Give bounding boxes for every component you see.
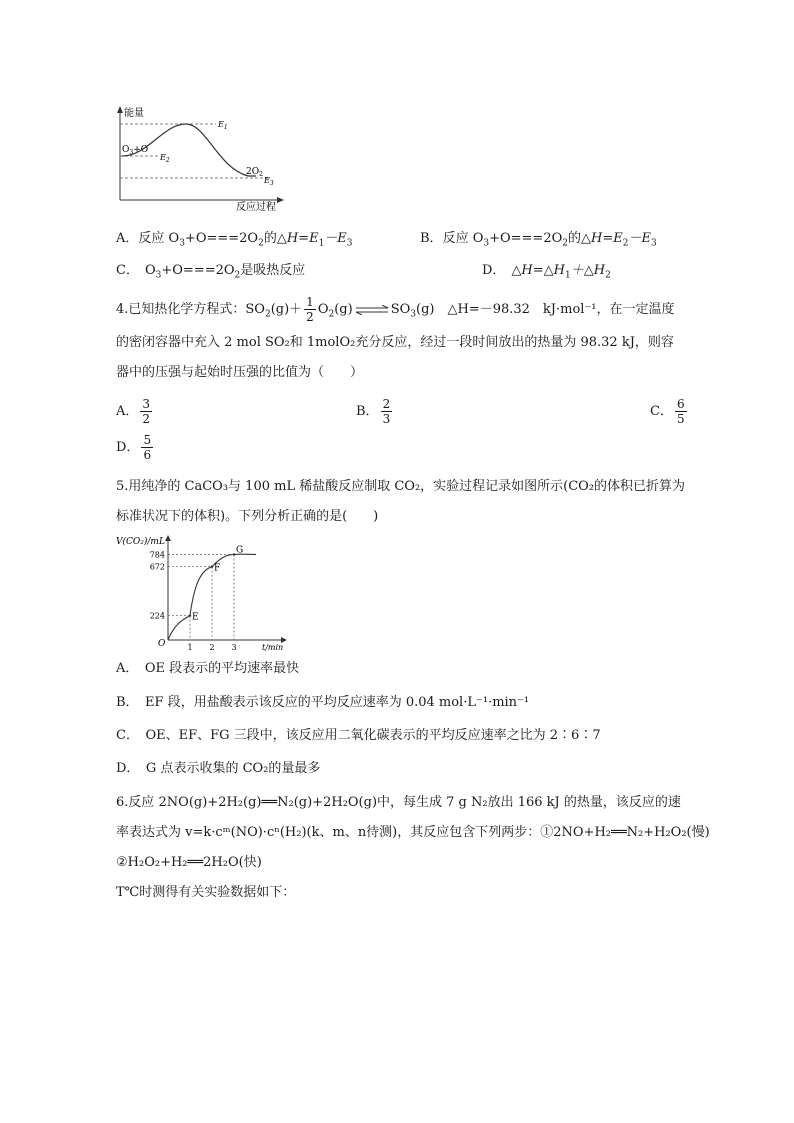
chart-ylabel: V(CO₂)/mL: [116, 537, 165, 547]
q5-option-d: D． G 点表示收集的 CO₂的量最多: [116, 761, 321, 776]
chart-point: [189, 614, 191, 616]
q3-option-c: C． $O_3+O===2O_2$是吸热反应: [116, 263, 306, 281]
chart-y-tick-label: 224: [149, 611, 165, 621]
equilibrium-arrow: [355, 305, 389, 315]
energy-x-arrow: [277, 197, 284, 203]
e1-label: $E_1$: [218, 120, 228, 131]
chart-x-tick-label: 2: [209, 643, 215, 652]
q3-c-text: O: [144, 263, 156, 278]
q4-line1-b: (g)＋: [270, 302, 303, 317]
q3-d-letter: D．: [482, 263, 506, 278]
q4-line1-e: SO: [390, 302, 411, 317]
chart-xlabel: t/min: [262, 643, 284, 652]
chart-y-tick-label: 784: [149, 550, 165, 560]
q5-option-b: B． EF 段，用盐酸表示该反应的平均反应速率为 0.04 mol·L⁻¹·min⁻¹: [116, 695, 530, 710]
energy-ylabel: 能量: [124, 108, 144, 119]
co2-volume-chart: [112, 534, 288, 652]
q3-a-eq: +O===2O: [184, 231, 259, 246]
q4-line1-c: O: [317, 302, 329, 317]
q3-option-a: A．反应 $O_3+O===2O_2$的$\triangle H=E_1-E_3$: [116, 231, 353, 249]
q5-option-a: A． OE 段表示的平均速率最快: [116, 661, 300, 676]
q3-option-d: D． $\triangle H=\triangle H_1+\triangle H_2$: [482, 263, 611, 281]
chart-point-label: F: [214, 563, 221, 574]
reactant-label: $O_3+O$: [122, 145, 149, 156]
q3-b-letter: B．: [420, 231, 443, 246]
q5-option-c: C． OE、EF、FG 三段中，该反应用二氧化碳表示的平均反应速率之比为 2∶6∶7: [116, 728, 601, 743]
q4-line1-f: (g) △H=－98.32 kJ·mol⁻¹，在一定温度: [416, 302, 675, 317]
q3-c-letter: C．: [116, 263, 139, 278]
q3-a-text: 反应 O: [138, 231, 180, 246]
e2-label: $E_2$: [160, 153, 170, 164]
q5-line2: 标准状况下的体积)。下列分析正确的是( ): [116, 509, 379, 524]
q3-option-b: B．反应 $O_3+O===2O_2$的$\triangle H=E_2-E_3$: [420, 231, 657, 249]
chart-x-tick-label: 3: [231, 643, 237, 652]
q4-option-b: B． $\frac{2}{3}$: [356, 397, 391, 426]
q4-half-fraction: $\frac{1}{2}$: [306, 295, 314, 324]
energy-xlabel: 反应过程: [236, 202, 276, 212]
q4-option-d: D． $\frac{5}{6}$: [116, 433, 152, 462]
q6-line3: ②H₂O₂+H₂══2H₂O(快): [116, 855, 262, 870]
q4-line1-a: 4.已知热化学方程式：SO: [116, 302, 265, 317]
q3-b-dh: △H=E: [581, 231, 623, 246]
q3-b-minus: －E: [628, 231, 651, 246]
chart-y-tick-label: 672: [149, 562, 165, 572]
q3-c-eq: +O===2O: [161, 263, 235, 278]
chart-point-label: E: [192, 612, 199, 623]
q4-option-a: A． $\frac{3}{2}$: [116, 397, 151, 426]
q3-b-text: 反应 O: [442, 231, 484, 246]
q4-line2: 的密闭容器中充入 2 mol SO₂和 1molO₂充分反应，经过一段时间放出的热量为 98.32 kJ，则容: [116, 335, 674, 350]
chart-x-tick-label: 1: [187, 643, 193, 652]
chart-origin-label: O: [158, 639, 166, 649]
energy-y-arrow: [117, 106, 123, 113]
chart-point-label: G: [236, 545, 244, 556]
q3-b-eq: +O===2O: [489, 231, 563, 246]
chart-y-arrow: [165, 535, 171, 541]
q3-a-minus: －E: [324, 231, 347, 246]
q3-d-plus: ＋△H: [570, 263, 606, 278]
q3-a-tail: 的: [263, 231, 277, 246]
q3-a-letter: A．: [116, 231, 139, 246]
q6-line2: 率表达式为 v=k·cᵐ(NO)·cⁿ(H₂)(k、m、n待测)，其反应包含下列两步：①2NO+H₂══N₂+H₂O₂(慢): [116, 825, 710, 840]
q6-line4: T℃时测得有关实验数据如下：: [116, 885, 296, 900]
q4-option-c: C． $\frac{6}{5}$: [650, 397, 685, 426]
q3-c-tail: 是吸热反应: [240, 263, 306, 278]
q5-line1: 5.用纯净的 CaCO₃与 100 mL 稀盐酸反应制取 CO₂，实验过程记录如图所示(CO₂的体积已折算为: [116, 479, 686, 494]
q3-a-dh: △H=E: [276, 231, 319, 246]
e3-label: $E_3$: [264, 176, 274, 187]
q3-b-tail: 的: [568, 231, 582, 246]
chart-point: [233, 553, 235, 555]
q4-line1: 4.已知热化学方程式：$SO_2(g)+$ $\frac{1}{2}$ $O_2(g)$ $SO_3(g)$ △H=－98.32 kJ·mol⁻¹，在一定温度: [116, 295, 675, 324]
q4-line3: 器中的压强与起始时压强的比值为（ ）: [116, 365, 364, 380]
chart-point: [211, 565, 213, 567]
energy-diagram: [108, 104, 288, 212]
q4-line1-d: (g): [334, 302, 353, 317]
product-label: $2O_2$: [246, 167, 263, 178]
q6-line1: 6.反应 2NO(g)+2H₂(g)══N₂(g)+2H₂O(g)中，每生成 7 g N₂放出 166 kJ 的热量，该反应的速: [116, 795, 681, 810]
q3-d-text: △H=△H: [511, 263, 565, 278]
